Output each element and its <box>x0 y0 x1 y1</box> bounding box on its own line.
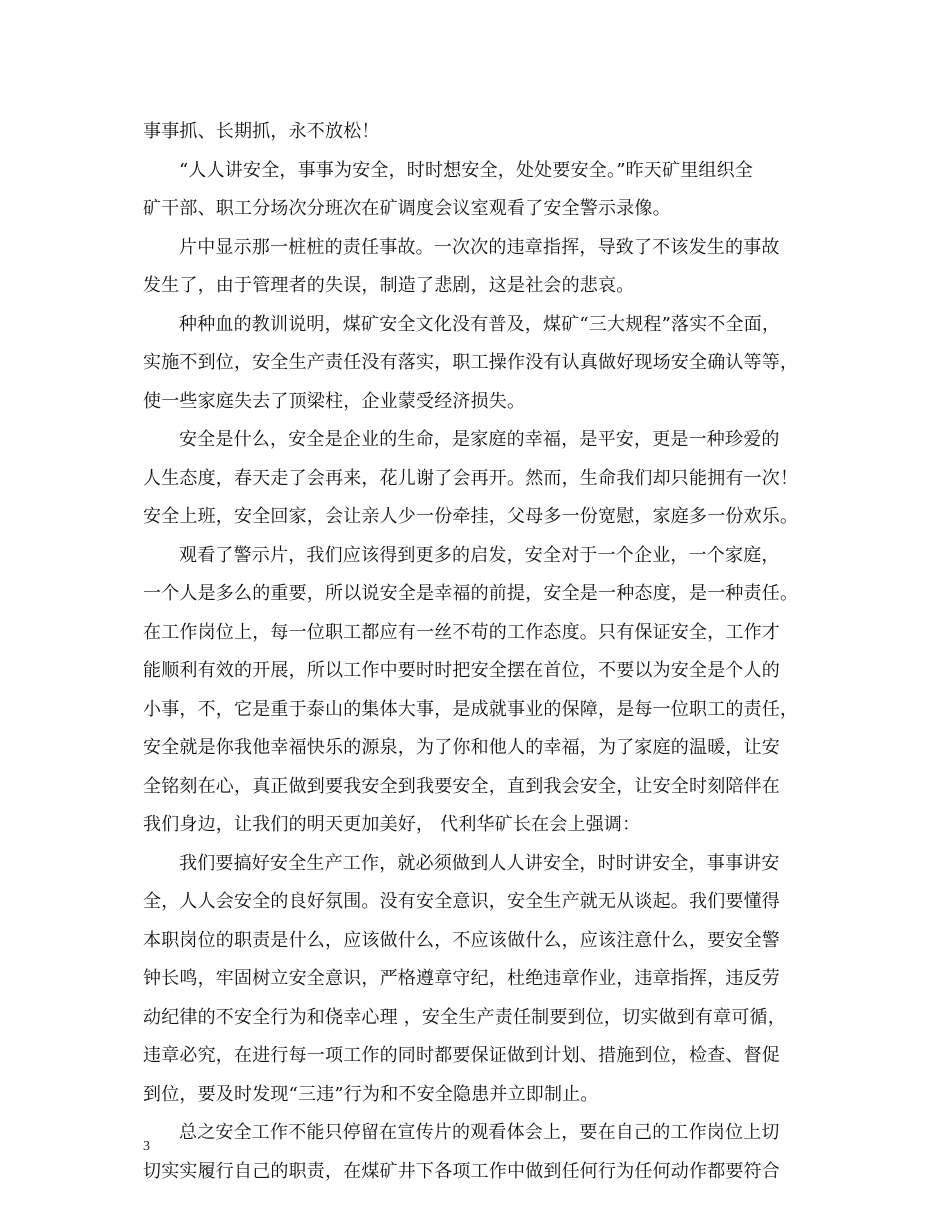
text-line: 违章必究，在进行每一项工作的同时都要保证做到计划、措施到位，检查、督促 <box>143 1045 780 1066</box>
text-line: 钟长鸣，牢固树立安全意识，严格遵章守纪，杜绝违章作业，违章指挥，违反劳 <box>143 968 780 989</box>
text-line: 发生了，由于管理者的失误，制造了悲剧，这是社会的悲哀。 <box>143 275 635 296</box>
text-line: 观看了警示片，我们应该得到更多的启发，安全对于一个企业，一个家庭， <box>179 544 780 566</box>
text-line: 事事抓、长期抓，永不放松！ <box>143 121 380 142</box>
text-line: 安全是什么，安全是企业的生命，是家庭的幸福，是平安，更是一种珍爱的 <box>179 429 780 450</box>
text-line: 安全上班，安全回家，会让亲人少一份牵挂，父母多一份宽慰，家庭多一份欢乐。 <box>143 506 799 527</box>
text-line: 动纪律的不安全行为和侥幸心理 ，安全生产责任制要到位，切实做到有章可循， <box>143 1006 786 1028</box>
text-line: 种种血的教训说明，煤矿安全文化没有普及，煤矿“三大规程”落实不全面， <box>179 313 781 335</box>
text-line: 总之安全工作不能只停留在宣传片的观看体会上，要在自己的工作岗位上切 <box>179 1122 780 1143</box>
page-number: 3 <box>143 1139 150 1154</box>
text-line: 在工作岗位上，每一位职工都应有一丝不苟的工作态度。只有保证安全，工作才 <box>143 621 780 643</box>
text-line: 全铭刻在心，真正做到要我安全到我要安全，直到我会安全，让安全时刻陪伴在 <box>143 775 780 797</box>
text-line: 使一些家庭失去了顶梁柱，企业蒙受经济损失。 <box>143 390 526 412</box>
document-body <box>143 113 813 1191</box>
text-line: 能顺利有效的开展，所以工作中要时时把安全摆在首位，不要以为安全是个人的 <box>143 660 780 681</box>
text-line: 小事，不，它是重于泰山的集体大事，是成就事业的保障，是每一位职工的责任， <box>143 698 799 720</box>
text-line: 我们身边，让我们的明天更加美好， 代利华矿长在会上强调： <box>143 814 641 835</box>
text-line: “人人讲安全，事事为安全，时时想安全，处处要安全。”昨天矿里组织全 <box>179 159 754 181</box>
text-line: 我们要搞好安全生产工作，就必须做到人人讲安全，时时讲安全，事事讲安 <box>179 852 780 874</box>
text-line: 片中显示那一桩桩的责任事故。一次次的违章指挥，导致了不该发生的事故 <box>179 236 780 258</box>
text-line: 实施不到位，安全生产责任没有落实，职工操作没有认真做好现场安全确认等等， <box>143 352 799 373</box>
text-line: 安全就是你我他幸福快乐的源泉，为了你和他人的幸福，为了家庭的温暖，让安 <box>143 737 780 758</box>
text-line: 一个人是多么的重要，所以说安全是幸福的前提，安全是一种态度，是一种责任。 <box>143 583 799 604</box>
text-line: 人生态度，春天走了会再来，花儿谢了会再开。然而，生命我们却只能拥有一次！ <box>143 467 799 489</box>
text-line: 到位，要及时发现“三违”行为和不安全隐患并立即制止。 <box>143 1083 599 1105</box>
text-line: 全，人人会安全的良好氛围。没有安全意识，安全生产就无从谈起。我们要懂得 <box>143 891 780 912</box>
text-line: 本职岗位的职责是什么，应该做什么，不应该做什么，应该注意什么，要安全警 <box>143 929 780 951</box>
text-line: 切实实履行自己的职责，在煤矿井下各项工作中做到任何行为任何动作都要符合 <box>143 1160 780 1182</box>
text-line: 矿干部、职工分场次分班次在矿调度会议室观看了安全警示录像。 <box>143 198 671 219</box>
